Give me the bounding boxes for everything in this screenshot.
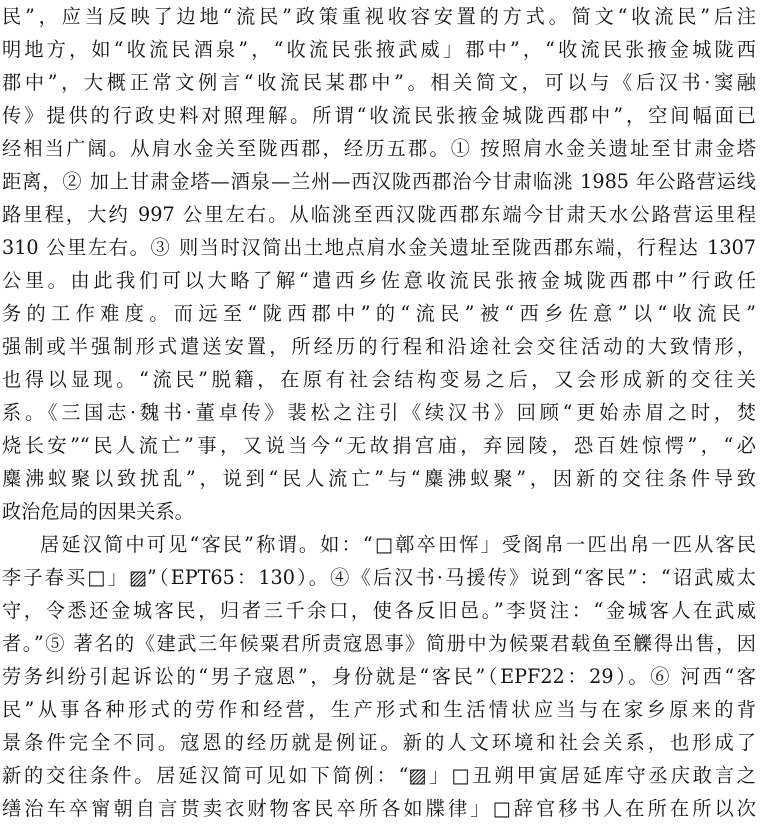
text-line: 缮治车卒甯朝自言贳卖衣财物客民卒所各如牒律」□辞官移书人在所在所以次 (2, 797, 756, 820)
text-line: 公里。由此我们可以大略了解“遣西乡佐意收流民张掖金城陇西郡中”行政任 (2, 269, 756, 292)
text-line: 居延汉简中可见“客民”称谓。如：“□鄣卒田恽」受阁帛一匹出帛一匹从客民 (40, 533, 756, 556)
text-line: 麋沸蚁聚以致扰乱”，说到“民人流亡”与“麋沸蚁聚”，因新的交往条件导致 (2, 467, 756, 490)
text-line: 310 公里左右。③ 则当时汉简出土地点肩水金关遗址至陇西郡东端，行程达 1307 (2, 236, 756, 259)
text-line: 李子春买□」▨”（EPT65：130）。④《后汉书·马援传》说到“客民”：“诏武威太 (2, 566, 756, 589)
text-line: 明地方，如“收流民酒泉”，“收流民张掖武威」郡中”，“收流民张掖金城陇西 (2, 38, 756, 61)
text-line: 民”，应当反映了边地“流民”政策重视收容安置的方式。简文“收流民”后注 (2, 5, 756, 28)
text-line: 也得以显现。“流民”脱籍，在原有社会结构变易之后，又会形成新的交往关 (2, 368, 756, 391)
text-line: 郡中”，大概正常文例言“收流民某郡中”。相关简文，可以与《后汉书·窦融 (2, 71, 756, 94)
text-line: 路里程，大约 997 公里左右。从临洮至西汉陇西郡东端今甘肃天水公路营运里程 (2, 203, 756, 226)
text-line: 经相当广阔。从肩水金关至陇西郡，经历五郡。① 按照肩水金关遗址至甘肃金塔 (2, 137, 756, 160)
text-line: 景条件完全不同。寇恩的经历就是例证。新的人文环境和社会关系，也形成了 (2, 731, 756, 754)
text-line: 政治危局的因果关系。 (2, 500, 194, 523)
text-line: 务的工作难度。而远至“陇西郡中”的“流民”被“西乡佐意”以“收流民” (2, 302, 756, 325)
text-line: 者。”⑤ 著名的《建武三年候粟君所责寇恩事》简册中为候粟君载鱼至觻得出售，因 (2, 632, 756, 655)
text-line: 系。《三国志·魏书·董卓传》裴松之注引《续汉书》回顾“更始赤眉之时，焚 (2, 401, 756, 424)
text-line: 距离，② 加上甘肃金塔—酒泉—兰州—西汉陇西郡治今甘肃临洮 1985 年公路营运线 (2, 170, 756, 193)
text-line: 民”从事各种形式的劳作和经营，生产形式和生活情状应当与在家乡原来的背 (2, 698, 756, 721)
text-line: 守，令悉还金城客民，归者三千余口，使各反旧邑。”李贤注：“金城客人在武威 (2, 599, 756, 622)
text-line: 烧长安”“民人流亡”事，又说当今“无故捐宫庙，弃园陵，恐百姓惊愕”，“必 (2, 434, 756, 457)
text-line: 传》提供的行政史料对照理解。所谓“收流民张掖金城陇西郡中”，空间幅面已 (2, 104, 756, 127)
text-line: 强制或半强制形式遣送安置，所经历的行程和沿途社会交往活动的大致情形， (2, 335, 756, 358)
text-line: 劳务纠纷引起诉讼的“男子寇恩”，身份就是“客民”（EPF22：29）。⑥ 河西“客 (2, 665, 756, 688)
text-line: 新的交往条件。居延汉简可见如下简例：“▨」□丑朔甲寅居延库守丞庆敢言之 (2, 764, 756, 787)
